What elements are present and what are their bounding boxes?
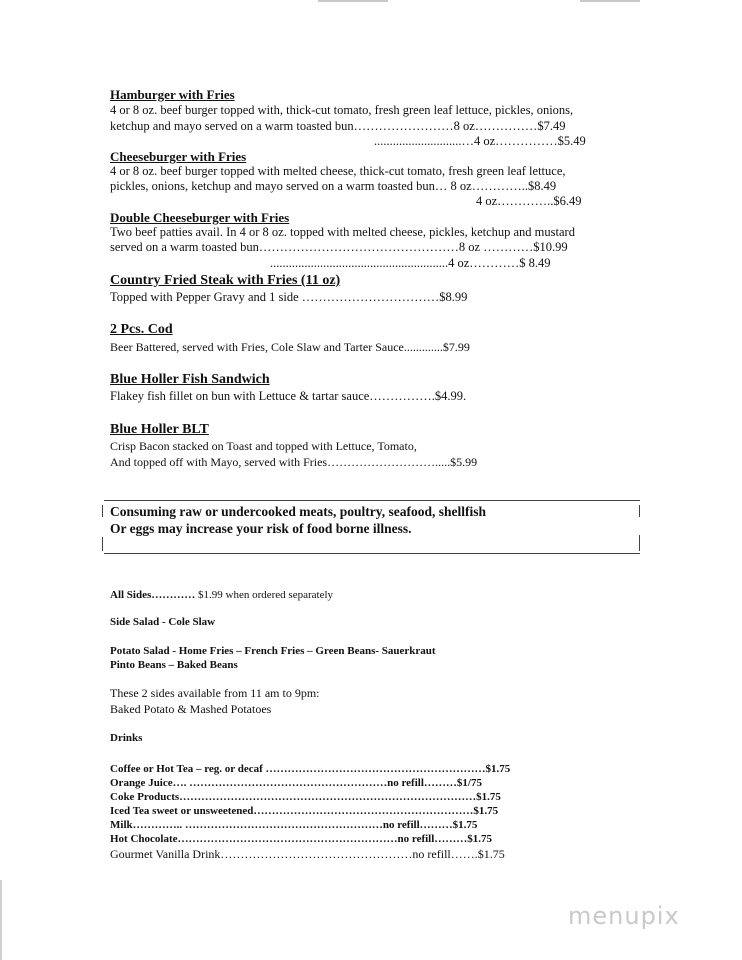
- notice-bar: [639, 505, 640, 517]
- item-title-hamburger: Hamburger with Fries: [110, 87, 235, 102]
- drink-item: Coke Products………………………………………………………………………$1.75: [110, 791, 501, 803]
- drink-item: Iced Tea sweet or unsweetened……………………………………………………$1.75: [110, 805, 499, 817]
- notice-bar: [102, 505, 103, 517]
- sides-row-1: Side Salad - Cole Slaw: [110, 616, 216, 628]
- item-desc-double-cheeseburger: Two beef patties avail. In 4 or 8 oz. topped with melted cheese, pickles, ketchup and mustard: [110, 225, 575, 239]
- notice-bar: [639, 535, 640, 551]
- item-title-fish-sandwich: Blue Holler Fish Sandwich: [110, 372, 270, 387]
- all-sides-line: [110, 589, 333, 601]
- item-price-double-cheeseburger-8oz: served on a warm toasted bun…………………………………………8 oz …………$10.99: [110, 240, 568, 254]
- item-price-hamburger-4oz: ............................…4 oz……………$5.49: [374, 134, 586, 148]
- notice-line-1: Consuming raw or undercooked meats, poultry, seafood, shellfish: [110, 504, 487, 519]
- item-title-cod: 2 Pcs. Cod: [110, 322, 173, 337]
- drink-item: Orange Juice…. ………………………………………………no refill………$1/75: [110, 777, 482, 789]
- sides-row-2: Potato Salad - Home Fries – French Fries – Green Beans- Sauerkraut: [110, 645, 436, 657]
- item-title-double-cheeseburger: Double Cheeseburger with Fries: [110, 210, 290, 225]
- scan-edge: [0, 880, 2, 960]
- notice-bar: [102, 537, 103, 551]
- drink-item: Coffee or Hot Tea – reg. or decaf ……………………………………………………$1.75: [110, 763, 511, 775]
- item-price-double-cheeseburger-4oz: .........................................................4 oz…………$ 8.49: [270, 256, 551, 270]
- drink-item: Milk………….. ………………………………………………no refill………$1.75: [110, 819, 478, 831]
- limited-sides-note: These 2 sides available from 11 am to 9pm:: [110, 686, 320, 700]
- item-desc-blt: Crisp Bacon stacked on Toast and topped with Lettuce, Tomato,: [110, 439, 417, 453]
- item-desc-hamburger: 4 or 8 oz. beef burger topped with, thick-cut tomato, fresh green leaf lettuce, pickles, onions,: [110, 103, 574, 117]
- scan-mark: [580, 0, 640, 2]
- drink-item: Hot Chocolate……………………………………………………no refill………$1.75: [110, 833, 493, 845]
- item-price-cheeseburger-8oz: pickles, onions, ketchup and mayo served on a warm toasted bun… 8 oz…………..$8.49: [110, 179, 557, 193]
- drinks-heading: Drinks: [110, 732, 143, 744]
- all-sides-label: All Sides…………: [110, 589, 196, 601]
- item-desc-cheeseburger: 4 or 8 oz. beef burger topped with melted cheese, thick-cut tomato, fresh green leaf lettuce,: [110, 164, 566, 178]
- menupix-watermark: menupix: [568, 902, 680, 930]
- scan-mark: [318, 0, 388, 2]
- item-desc-fish-sandwich: Flakey fish fillet on bun with Lettuce & tartar sauce…………….$4.99.: [110, 389, 467, 403]
- item-title-blt: Blue Holler BLT: [110, 422, 209, 437]
- item-desc-cod: Beer Battered, served with Fries, Cole Slaw and Tarter Sauce.............$7.99: [110, 340, 470, 354]
- drink-item: Gourmet Vanilla Drink…………………………………………no refill…….$1.75: [110, 847, 505, 861]
- item-price-hamburger-8oz: ketchup and mayo served on a warm toasted bun……………………8 oz……………$7.49: [110, 119, 566, 133]
- sides-row-3: Pinto Beans – Baked Beans: [110, 659, 238, 671]
- item-desc-country-fried-steak: Topped with Pepper Gravy and 1 side ……………………………$8.99: [110, 290, 468, 304]
- item-price-cheeseburger-4oz: 4 oz…………..$6.49: [476, 194, 582, 208]
- item-title-country-fried-steak: Country Fried Steak with Fries (11 oz): [110, 273, 341, 288]
- notice-line-2: Or eggs may increase your risk of food borne illness.: [110, 521, 412, 536]
- all-sides-price: $1.99 when ordered separately: [195, 589, 334, 601]
- item-price-blt: And topped off with Mayo, served with Fries……………………….....$5.99: [110, 455, 478, 469]
- limited-sides-items: Baked Potato & Mashed Potatoes: [110, 702, 272, 716]
- item-title-cheeseburger: Cheeseburger with Fries: [110, 149, 247, 164]
- food-safety-notice: [104, 500, 640, 554]
